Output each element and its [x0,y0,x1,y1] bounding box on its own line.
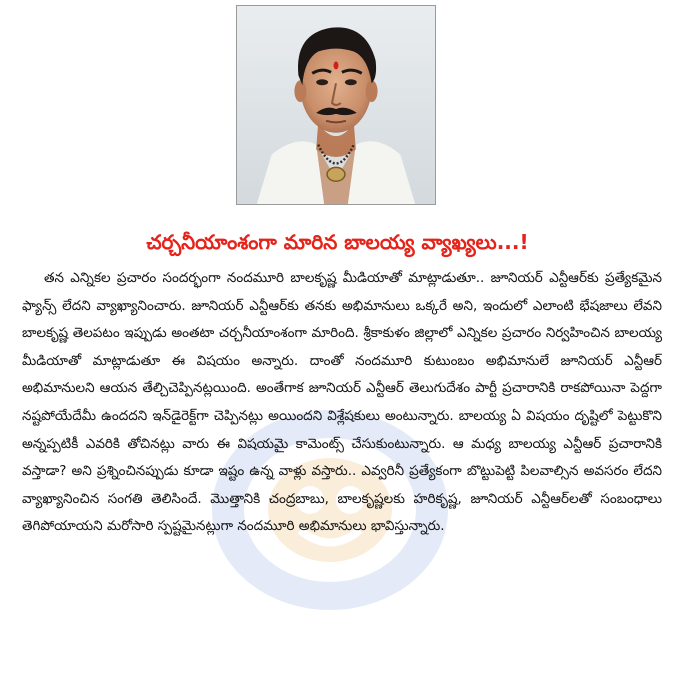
portrait-photo [236,5,436,205]
article-body-text: తన ఎన్నికల ప్రచారం సందర్భంగా నందమూరి బాలకృష్ణ మీడియాతో మాట్లాడుతూ.. జూనియర్ ఎన్టీఆర్‌కు ప్రత్యేకమైన ఫ్యాన్స్ లేదని వ్యాఖ్యానించారు. జూనియర్ ఎన్టీఆర్‌కు తనకు అభిమానులు ఒక్కరే అని, ఇందులో ఎలాంటి భేషజాలు లేవని బాలకృష్ణ తెలపటం ఇప్పుడు అంతటా చర్చనీయాంశంగా మారింది. శ్రీకాకుళం జిల్లాలో ఎన్నికల ప్రచారం నిర్వహించిన బాలయ్య మీడియాతో మాట్లాడుతూ ఈ విషయం అన్నారు. దాంతో నందమూరి కుటుంబం అభిమానులే జూనియర్ ఎన్టీఆర్ అభిమానులని ఆయన తేల్చిచెప్పినట్లయింది. అంతేగాక జూనియర్ ఎన్టీఆర్ తెలుగుదేశం పార్టీ ప్రచారానికి రాకపోయినా పెద్దగా నష్టపోయేదేమీ ఉందదని ఇన్‌డైరెక్ట్‌గా చెప్పినట్లు అయిందని విశ్లేషకులు అంటున్నారు. బాలయ్య ఏ విషయం దృష్టిలో పెట్టుకొని అన్నప్పటికీ ఎవరికి తోచినట్లు వారు ఈ విషయమై కామెంట్స్ చేసుకుంటున్నారు. ఆ మధ్య బాలయ్య ఎన్టీఆర్ ప్రచారానికి వస్తాడా? అని ప్రశ్నించినప్పుడు కూడా ఇష్టం ఉన్న వాళ్లు వస్తారు.. ఎవ్వరినీ ప్రత్యేకంగా బొట్టుపెట్టి పిలవాల్సిన అవసరం లేదని వ్యాఖ్యానించిన సంగతి తెలిసిందే. మొత్తానికి చంద్రబాబు, బాలకృష్ణలకు హరికృష్ణ, జూనియర్ ఎన్టీఆర్‌లతో సంబంధాలు తెగిపోయాయని మరోసారి స్పష్టమైనట్లుగా నందమూరి అభిమానులు భావిస్తున్నారు. [22,270,662,535]
article-headline: చర్చనీయాంశంగా మారిన బాలయ్య వ్యాఖ్యలు...! [146,230,529,254]
